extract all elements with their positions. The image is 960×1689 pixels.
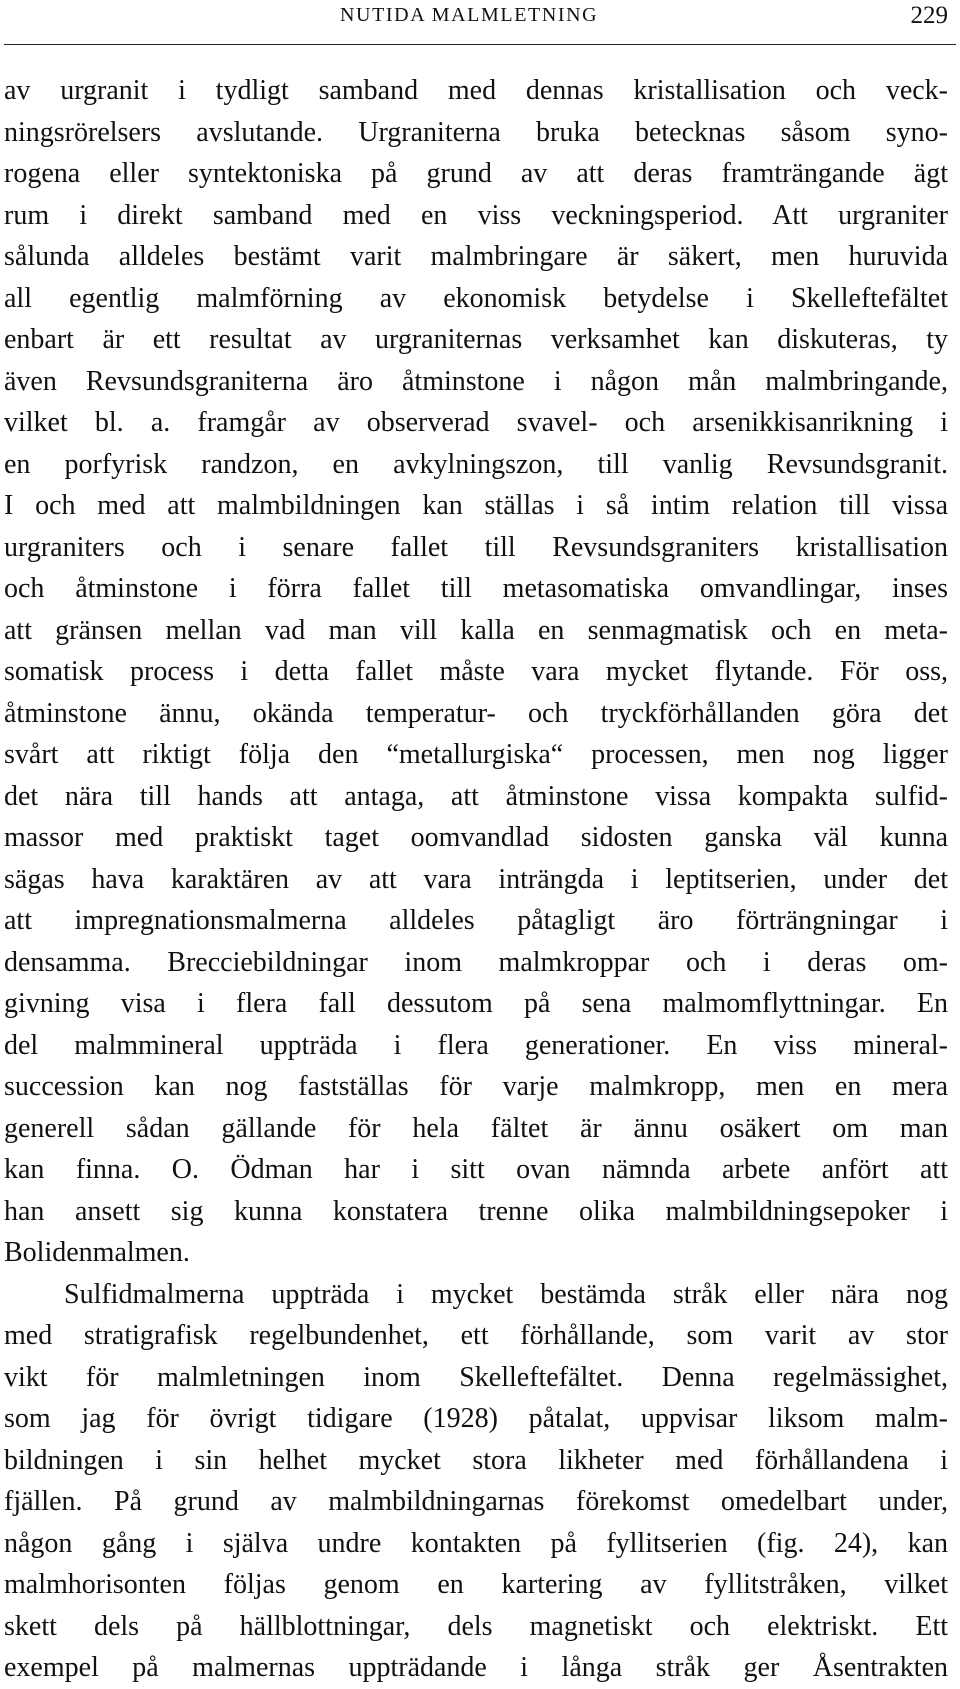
text-line: även Revsundsgraniterna äro åtminstone i någon mån malmbringande, (4, 365, 948, 397)
text-line: sålunda alldeles bestämt varit malmbringare är säkert, men huruvida (4, 241, 948, 272)
text-line: det nära till hands att antaga, att åtminstone vissa kompakta sulfid- (4, 780, 948, 812)
text-line: sägas hava karaktären av att vara inträngda i leptitserien, under det (4, 863, 948, 895)
text-line: svårt att riktigt följa den “metallurgiska“ processen, men nog ligger (4, 739, 948, 770)
text-line: ningsrörelsers avslutande. Urgraniterna bruka betecknas såsom syno- (4, 116, 948, 148)
text-line: vikt för malmletningen inom Skelleftefältet. Denna regelmässighet, (4, 1361, 948, 1393)
text-line: en porfyrisk randzon, en avkylningszon, till vanlig Revsundsgranit. (4, 448, 948, 480)
running-title: NUTIDA MALMLETNING (340, 4, 599, 26)
paragraph-1 (4, 70, 948, 1274)
text-line: somatisk process i detta fallet måste vara mycket flytande. För oss, (4, 656, 948, 687)
text-line: att gränsen mellan vad man vill kalla en senmagmatisk och en meta- (4, 614, 948, 646)
text-line: av urgranit i tydligt samband med dennas kristallisation och veck- (4, 75, 948, 106)
text-line: någon gång i själva undre kontakten på fyllitserien (fig. 24), kan (4, 1527, 948, 1559)
text-line: med stratigrafisk regelbundenhet, ett förhållande, som varit av stor (4, 1320, 948, 1351)
page-number: 229 (910, 2, 948, 29)
paragraph-2 (4, 1274, 948, 1689)
text-line: densamma. Brecciebildningar inom malmkroppar och i deras om- (4, 946, 948, 978)
text-line: rogena eller syntektoniska på grund av att deras framträngande ägt (4, 158, 948, 189)
page-header (0, 0, 960, 50)
header-rule (4, 44, 956, 45)
text-line: succession kan nog fastställas för varje malmkropp, men en mera (4, 1071, 948, 1102)
text-line: rum i direkt samband med en viss veckningsperiod. Att urgraniter (4, 199, 948, 231)
text-line: skett dels på hällblottningar, dels magnetiskt och elektriskt. Ett (4, 1610, 948, 1642)
text-line: som jag för övrigt tidigare (1928) påtalat, uppvisar liksom malm- (4, 1403, 948, 1434)
text-line: han ansett sig kunna konstatera trenne olika malmbildningsepoker i (4, 1195, 948, 1227)
text-line: Sulfidmalmerna uppträda i mycket bestämda stråk eller nära nog (64, 1278, 948, 1310)
text-line: all egentlig malmförning av ekonomisk betydelse i Skelleftefältet (4, 282, 948, 314)
text-line: I och med att malmbildningen kan ställas i så intim relation till vissa (4, 490, 948, 521)
text-line: enbart är ett resultat av urgraniternas verksamhet kan diskuteras, ty (4, 324, 948, 355)
text-line: åtminstone ännu, okända temperatur- och tryckförhållanden göra det (4, 697, 948, 729)
text-line: att impregnationsmalmerna alldeles påtagligt äro förträngningar i (4, 905, 948, 936)
text-line: generell sådan gällande för hela fältet är ännu osäkert om man (4, 1112, 948, 1144)
text-line: exempel på malmernas uppträdande i långa stråk ger Åsentrakten (4, 1652, 948, 1683)
text-line: Bolidenmalmen. (4, 1237, 190, 1268)
text-line: massor med praktiskt taget oomvandlad sidosten ganska väl kunna (4, 822, 948, 853)
text-line: bildningen i sin helhet mycket stora likheter med förhållandena i (4, 1444, 948, 1476)
text-line: och åtminstone i förra fallet till metasomatiska omvandlingar, inses (4, 573, 948, 604)
text-line: fjällen. På grund av malmbildningarnas förekomst omedelbart under, (4, 1486, 948, 1517)
text-line: vilket bl. a. framgår av observerad svavel- och arsenikkisanrikning i (4, 407, 948, 438)
text-line: kan finna. O. Ödman har i sitt ovan nämnda arbete anfört att (4, 1154, 948, 1185)
text-line: urgraniters och i senare fallet till Revsundsgraniters kristallisation (4, 531, 948, 563)
page-body (4, 70, 948, 1689)
text-line: malmhorisonten följas genom en kartering av fyllitstråken, vilket (4, 1569, 948, 1600)
text-line: givning visa i flera fall dessutom på sena malmomflyttningar. En (4, 988, 948, 1019)
text-line: del malmmineral uppträda i flera generationer. En viss mineral- (4, 1029, 948, 1061)
